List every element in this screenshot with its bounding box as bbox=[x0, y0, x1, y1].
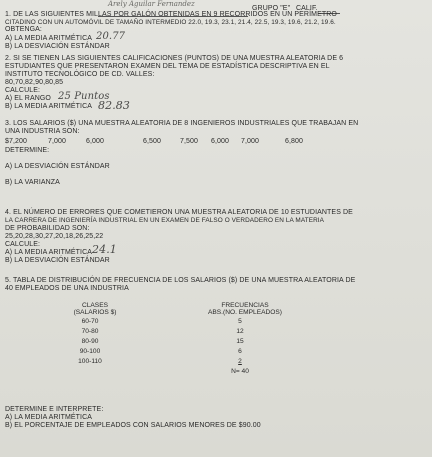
q4-text-2: LA CARRERA DE INGENIERÍA INDUSTRIAL EN UN EXAMEN DE FALSO O VERDADERO EN LA MATERIA bbox=[5, 217, 325, 224]
grade-label: CALIF. bbox=[296, 5, 318, 12]
q2-b: B) LA MEDIA ARITMÉTICA bbox=[5, 103, 92, 110]
q5-b: B) EL PORCENTAJE DE EMPLEADOS CON SALARIOS MENORES DE $90.00 bbox=[5, 422, 261, 429]
table-freq-row: 12 bbox=[236, 328, 244, 335]
q2-a: A) EL RANGO bbox=[5, 95, 51, 102]
q3-text-1: 3. LOS SALARIOS ($) UNA MUESTRA ALEATORIA DE 8 INGENIEROS INDUSTRIALES QUE TRABAJAN EN bbox=[5, 120, 359, 127]
q3-b: B) LA VARIANZA bbox=[5, 179, 60, 186]
q3-determine: DETERMINE: bbox=[5, 147, 50, 154]
q1-a: A) LA MEDIA ARITMÉTICA bbox=[5, 35, 92, 42]
q3-salary-7: 7,000 bbox=[241, 138, 260, 145]
q2-b-answer: 82.83 bbox=[98, 99, 130, 112]
table-class-row: 80-90 bbox=[81, 338, 99, 345]
q2-text-2: ESTUDIANTES QUE PRESENTARON EXAMEN DEL TEMA DE ESTADÍSTICA DESCRIPTIVA EN EL bbox=[5, 63, 330, 70]
q4-text-3: DE PROBABILIDAD SON: bbox=[5, 225, 90, 232]
q1-b: B) LA DESVIACIÓN ESTÁNDAR bbox=[5, 43, 110, 50]
q2-text-1: 2. SI SE TIENEN LAS SIGUIENTES CALIFICACIONES (PUNTOS) DE UNA MUESTRA ALEATORIA DE 6 bbox=[5, 55, 344, 62]
q5-determine: DETERMINE E INTERPRETE: bbox=[5, 406, 104, 413]
q5-text-2: 40 EMPLEADOS DE UNA INDUSTRIA bbox=[5, 285, 129, 292]
q2-text-3: INSTITUTO TECNOLÓGICO DE CD. VALLES: bbox=[5, 71, 155, 78]
table-class-row: 90-100 bbox=[79, 348, 101, 355]
q3-salary-3: 6,000 bbox=[86, 138, 105, 145]
q3-salary-5: 7,500 bbox=[180, 138, 199, 145]
q4-text-1: 4. EL NÚMERO DE ERRORES QUE COMETIERON UNA MUESTRA ALEATORIA DE 10 ESTUDIANTES DE bbox=[5, 209, 353, 216]
q3-salary-6: 6,000 bbox=[211, 138, 230, 145]
q3-salary-8: 6,800 bbox=[285, 138, 304, 145]
q3-a: A) LA DESVIACIÓN ESTÁNDAR bbox=[5, 163, 110, 170]
q2-data: 80,70,82,90,80,85 bbox=[5, 79, 64, 86]
table-class-row: 70-80 bbox=[81, 328, 99, 335]
q1-text-3: OBTENGA: bbox=[5, 26, 42, 33]
q1-text-2: CITADINO CON UN AUTOMÓVIL DE TAMAÑO INTERMEDIO 22.0, 19.3, 23.1, 21.4, 22.5, 19.3, 19.6, 21.2, 19.6. bbox=[5, 19, 336, 26]
table-freq-row: 2 bbox=[238, 358, 242, 365]
table-freq-row: 15 bbox=[236, 338, 244, 345]
q2-calcule: CALCULE: bbox=[5, 87, 41, 94]
q3-salary-4: 6,500 bbox=[143, 138, 162, 145]
q4-b: B) LA DESVIACIÓN ESTÁNDAR bbox=[5, 257, 110, 264]
q4-a-answer: 24.1 bbox=[92, 243, 117, 256]
q3-salary-1: $7,200 bbox=[5, 138, 28, 145]
q4-a: A) LA MEDIA ARITMÉTICA bbox=[5, 249, 92, 256]
table-total: N= 40 bbox=[231, 368, 249, 375]
q3-text-2: UNA INDUSTRIA SON: bbox=[5, 128, 80, 135]
table-freq-row: 6 bbox=[238, 348, 242, 355]
table-freq-row: 5 bbox=[238, 318, 242, 325]
table-col1-header-1: CLASES bbox=[81, 302, 109, 309]
q4-data: 25,20,28,30,27,20,18,26,25,22 bbox=[5, 233, 104, 240]
group-label: GRUPO "E" bbox=[252, 5, 291, 12]
q4-calcule: CALCULE: bbox=[5, 241, 41, 248]
q3-salary-2: 7,000 bbox=[48, 138, 67, 145]
table-col2-header-1: FRECUENCIAS bbox=[221, 302, 269, 309]
table-col1-header-2: (SALARIOS $) bbox=[73, 309, 117, 316]
q5-a: A) LA MEDIA ARITMÉTICA bbox=[5, 414, 92, 421]
table-col2-header-2: ABS.(NO. EMPLEADOS) bbox=[207, 309, 282, 316]
q5-text-1: 5. TABLA DE DISTRIBUCIÓN DE FRECUENCIA DE LOS SALARIOS ($) DE UNA MUESTRA ALEATORIA DE bbox=[5, 277, 356, 284]
q1-text-1: 1. DE LAS SIGUIENTES MILLAS POR GALÓN OBTENIDAS EN 9 RECORRIDOS EN UN PERÍMETRO bbox=[5, 11, 337, 18]
table-class-row: 60-70 bbox=[81, 318, 99, 325]
q1-a-answer: 20.77 bbox=[96, 31, 126, 42]
student-name: Arely Aguilar Fernandez bbox=[108, 0, 195, 8]
q2-a-answer: 25 Puntos bbox=[58, 91, 110, 102]
table-class-row: 100-110 bbox=[78, 358, 102, 365]
